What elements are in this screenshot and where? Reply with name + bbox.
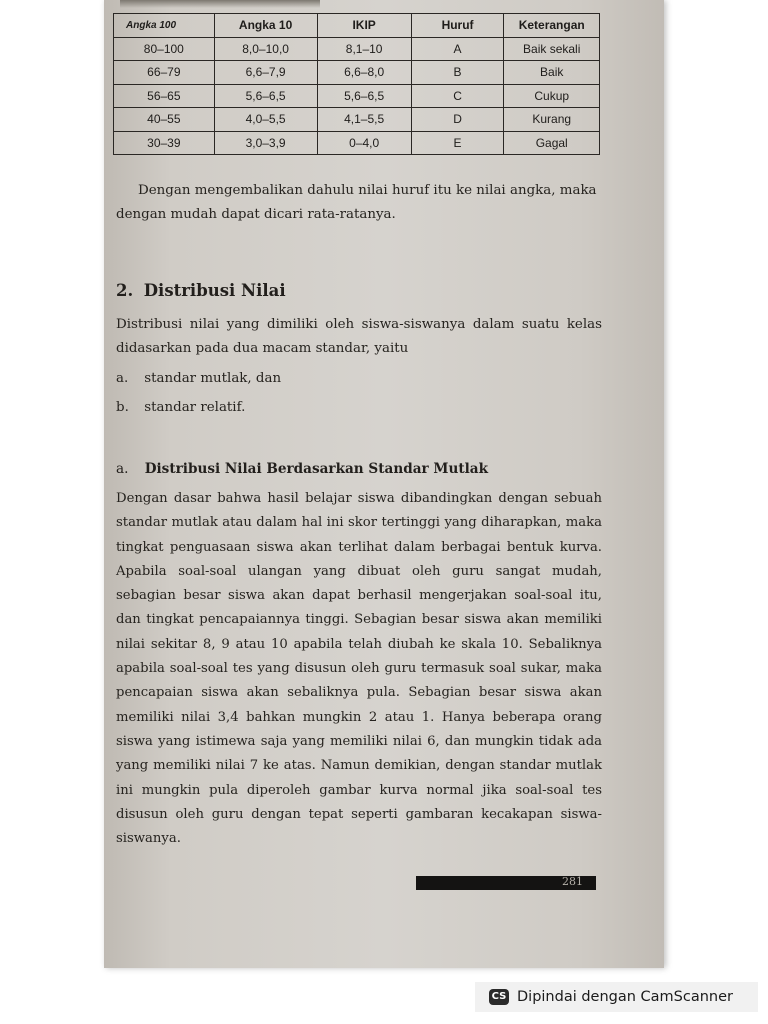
table-header: Angka 10 (214, 14, 317, 38)
table-cell: Baik sekali (504, 37, 600, 61)
section-number: 2. (116, 281, 134, 300)
subsection-title: Distribusi Nilai Berdasarkan Standar Mutlak (144, 461, 489, 477)
table-cell: 4,0–5,5 (214, 108, 317, 132)
page-shadow (120, 0, 320, 8)
table-cell: C (411, 84, 504, 108)
list-text: standar mutlak, dan (144, 371, 282, 386)
table-header: IKIP (317, 14, 411, 38)
table-cell: 4,1–5,5 (317, 108, 411, 132)
table-cell: 6,6–7,9 (214, 61, 317, 85)
paragraph-line: Dengan mengembalikan dahulu nilai huruf itu ke nilai angka, maka (138, 183, 597, 198)
table-row (114, 61, 600, 85)
table-cell: 8,1–10 (317, 37, 411, 61)
section-heading (116, 281, 286, 300)
list-marker: a. (116, 371, 129, 386)
table-cell: A (411, 37, 504, 61)
table-header: Angka 100 (114, 14, 215, 38)
table-cell: 0–4,0 (317, 131, 411, 155)
table-cell: Baik (504, 61, 600, 85)
section-title: Distribusi Nilai (143, 281, 286, 300)
table-cell: 6,6–8,0 (317, 61, 411, 85)
list-text: standar relatif. (144, 400, 246, 415)
page-number: 281 (562, 875, 583, 888)
list-item (116, 400, 245, 415)
table-cell: 40–55 (114, 108, 215, 132)
subsection-heading (116, 461, 488, 477)
scanner-label: Dipindai dengan CamScanner (517, 989, 734, 1005)
list-item (116, 371, 281, 386)
table-row (114, 84, 600, 108)
table-row (114, 131, 600, 155)
table-cell: 56–65 (114, 84, 215, 108)
table-cell: 3,0–3,9 (214, 131, 317, 155)
table-cell: Cukup (504, 84, 600, 108)
camscanner-logo-icon: CS (489, 989, 509, 1005)
table-row (114, 37, 600, 61)
table-cell: 8,0–10,0 (214, 37, 317, 61)
table-cell: E (411, 131, 504, 155)
paragraph-line: dengan mudah dapat dicari rata-ratanya. (116, 206, 396, 222)
table-cell: Gagal (504, 131, 600, 155)
table-header: Huruf (411, 14, 504, 38)
scanner-watermark (475, 982, 758, 1012)
table-cell: 66–79 (114, 61, 215, 85)
table-cell: 5,6–6,5 (317, 84, 411, 108)
paragraph-intro (116, 179, 602, 226)
table-cell: 80–100 (114, 37, 215, 61)
table-cell: B (411, 61, 504, 85)
table-cell: 5,6–6,5 (214, 84, 317, 108)
section-intro: Distribusi nilai yang dimiliki oleh siswa-siswanya dalam suatu kelas didasarkan pada dua macam standar, yaitu (116, 317, 602, 356)
table-cell: D (411, 108, 504, 132)
table-cell: 30–39 (114, 131, 215, 155)
table-header-row (114, 14, 600, 38)
table-header: Keterangan (504, 14, 600, 38)
table-row (114, 108, 600, 132)
table-cell: Kurang (504, 108, 600, 132)
list-marker: b. (116, 400, 129, 415)
subsection-body: Dengan dasar bahwa hasil belajar siswa dibandingkan dengan sebuah standar mutlak atau dalam hal ini skor tertinggi yang diharapkan, maka tingkat penguasaan siswa akan terlihat dalam berbagai bentuk kurva. Apabila soal-soal ulangan yang dibuat oleh guru sangat mudah, sebagian besar siswa akan dapat berhasil mengerjakan soal-soal itu, dan tingkat pencapaiannya tinggi. Sebagian besar siswa akan memiliki nilai sekitar 8, 9 atau 10 apabila telah diubah ke skala 10. Sebaliknya apabila soal-soal tes yang disusun oleh guru termasuk soal sukar, maka pencapaian siswa akan sebaliknya pula. Sebagian besar siswa akan memiliki nilai 3,4 bahkan mungkin 2 atau 1. Hanya beberapa orang siswa yang istimewa saja yang memiliki nilai 6, dan mungkin tidak ada yang memiliki nilai 7 ke atas. Namun demikian, dengan standar mutlak ini mungkin pula diperoleh gambar kurva normal jika soal-soal tes disusun oleh guru dengan tepat seperti gambaran kecakapan siswa-siswanya. (116, 491, 602, 847)
grade-conversion-table (113, 13, 600, 155)
subsection-marker: a. (116, 461, 129, 477)
